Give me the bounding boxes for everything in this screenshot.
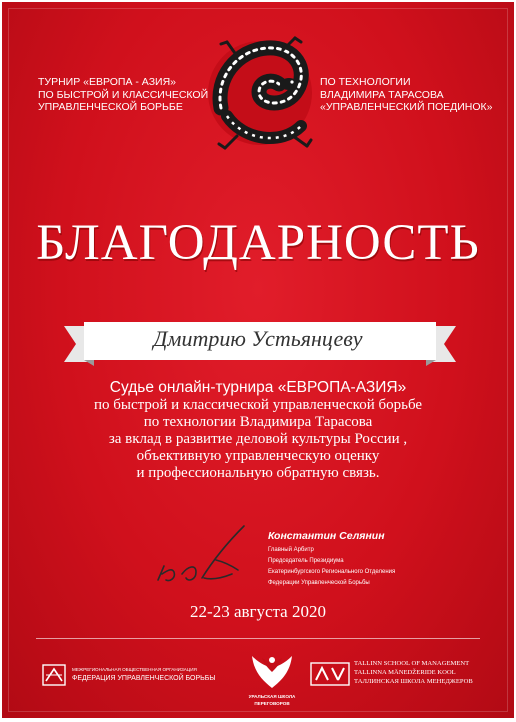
header-right [320, 76, 510, 114]
body-lead: Судье онлайн-турнира «ЕВРОПА-АЗИЯ» [109, 379, 407, 396]
certificate [2, 2, 514, 718]
certificate-title: БЛАГОДАРНОСТЬ [36, 215, 480, 271]
body-line: по быстрой и классической управленческой борьбе [93, 397, 423, 413]
tallinn-line: TALLINNA MÄNEDŽERIDE KOOL [354, 669, 456, 676]
header-left-line: ТУРНИР «ЕВРОПА - АЗИЯ» [38, 76, 177, 88]
signatory-role: Председатель Президиума [268, 558, 344, 564]
handwritten-signature [152, 522, 262, 592]
tallinn-emblem-icon [310, 662, 350, 686]
certificate-body [32, 378, 484, 482]
tallinn-school-logo [310, 660, 500, 690]
federation-emblem-icon [42, 664, 66, 686]
lizard-logo-icon [197, 28, 323, 158]
federation-name: ФЕДЕРАЦИЯ УПРАВЛЕНЧЕСКОЙ БОРЬБЫ [72, 675, 216, 682]
signatory-role: Екатеринбургского Регионального Отделения [268, 569, 396, 575]
body-line: и профессиональную обратную связь. [136, 465, 380, 481]
eagle-emblem-icon [250, 650, 294, 690]
body-line: по технологии Владимира Тарасова [143, 414, 373, 430]
signatory-name: Константин Селянин [268, 530, 385, 542]
ural-school-logo [242, 650, 302, 718]
body-line: объективную управленческую оценку [136, 448, 380, 464]
federation-logo [42, 664, 232, 690]
signatory-role: Федерации Управленческой Борьбы [268, 580, 370, 586]
signatory-role: Главный Арбитр [268, 547, 314, 553]
header-right-line: ПО ТЕХНОЛОГИИ [320, 76, 411, 88]
header-right-line: ВЛАДИМИРА ТАРАСОВА [320, 88, 444, 101]
header-right-line: «УПРАВЛЕНЧЕСКИЙ ПОЕДИНОК» [320, 101, 493, 113]
ural-school-line: ПЕРЕГОВОРОВ [254, 701, 290, 706]
tallinn-line: TALLINN SCHOOL OF MANAGEMENT [354, 660, 470, 667]
header-left [38, 76, 208, 114]
header-left-line: ПО БЫСТРОЙ И КЛАССИЧЕСКОЙ [38, 88, 209, 101]
federation-subtitle: МЕЖРЕГИОНАЛЬНАЯ ОБЩЕСТВЕННАЯ ОРГАНИЗАЦИЯ [72, 667, 197, 672]
event-date: 22-23 августа 2020 [190, 602, 326, 621]
recipient-name: Дмитрию Устьянцеву [153, 326, 363, 351]
body-line: за вклад в развитие деловой культуры России , [108, 431, 408, 447]
header-left-line: УПРАВЛЕНЧЕСКОЙ БОРЬБЕ [38, 101, 183, 113]
tallinn-line: ТАЛЛИНСКАЯ ШКОЛА МЕНЕДЖЕРОВ [354, 678, 473, 685]
ural-school-line: УРАЛЬСКАЯ ШКОЛА [248, 694, 296, 699]
footer-divider [36, 638, 480, 639]
